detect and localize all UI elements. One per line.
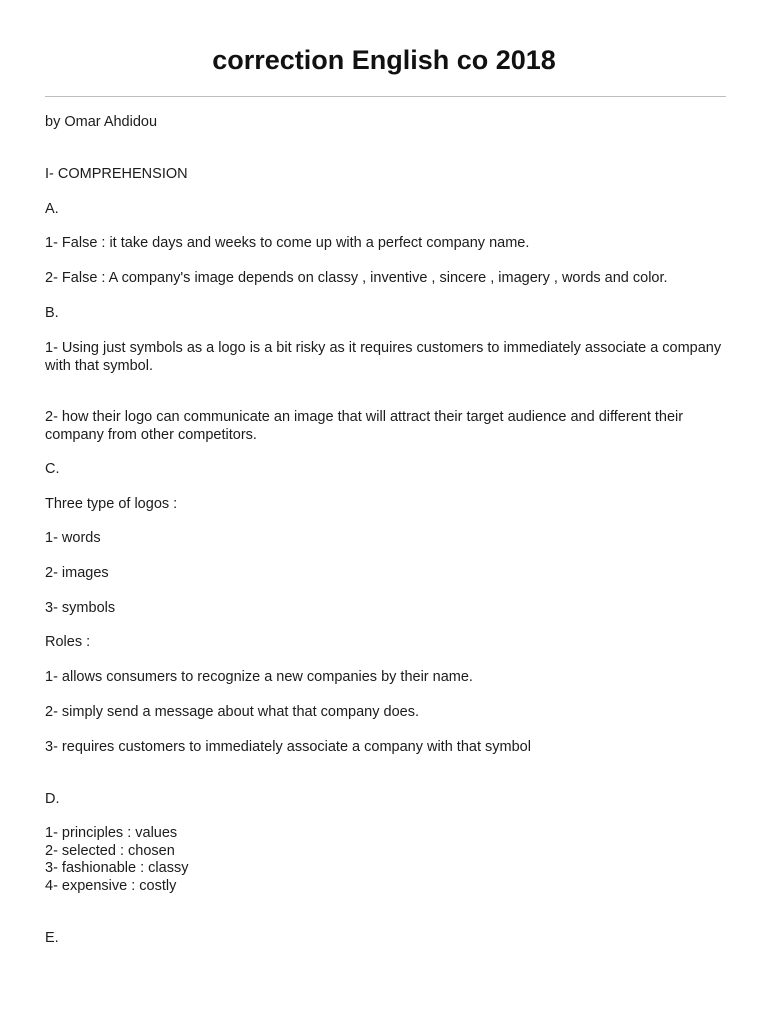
part-a-item: 2- False : A company's image depends on classy , inventive , sincere , imagery , words and color.	[45, 270, 668, 286]
logo-types-heading: Three type of logos :	[45, 496, 178, 512]
section-heading: I- COMPREHENSION	[45, 166, 188, 182]
part-e-label: E.	[45, 930, 59, 946]
part-b-item: 2- how their logo can communicate an image that will attract their target audience and different their company from other competitors.	[45, 409, 684, 443]
logo-type-item: 1- words	[45, 530, 101, 546]
part-d-label: D.	[45, 791, 60, 807]
part-b-label: B.	[45, 305, 59, 321]
role-item: 1- allows consumers to recognize a new companies by their name.	[45, 669, 473, 685]
synonym-item: 3- fashionable : classy	[45, 860, 189, 876]
logo-type-item: 2- images	[45, 565, 109, 581]
roles-heading: Roles :	[45, 634, 91, 650]
document-title: correction English co 2018	[212, 45, 556, 75]
author-line: by Omar Ahdidou	[45, 114, 158, 130]
role-item: 2- simply send a message about what that company does.	[45, 704, 419, 720]
synonym-item: 4- expensive : costly	[45, 878, 177, 894]
part-b-item: 1- Using just symbols as a logo is a bit risky as it requires customers to immediately associate a company with that symbol.	[45, 340, 722, 374]
synonym-item: 2- selected : chosen	[45, 843, 175, 859]
logo-type-item: 3- symbols	[45, 600, 116, 616]
role-item: 3- requires customers to immediately associate a company with that symbol	[45, 739, 531, 755]
part-a-item: 1- False : it take days and weeks to come up with a perfect company name.	[45, 235, 530, 251]
part-c-label: C.	[45, 461, 60, 477]
part-a-label: A.	[45, 201, 59, 217]
synonym-item: 1- principles : values	[45, 825, 178, 841]
title-divider	[45, 96, 726, 97]
